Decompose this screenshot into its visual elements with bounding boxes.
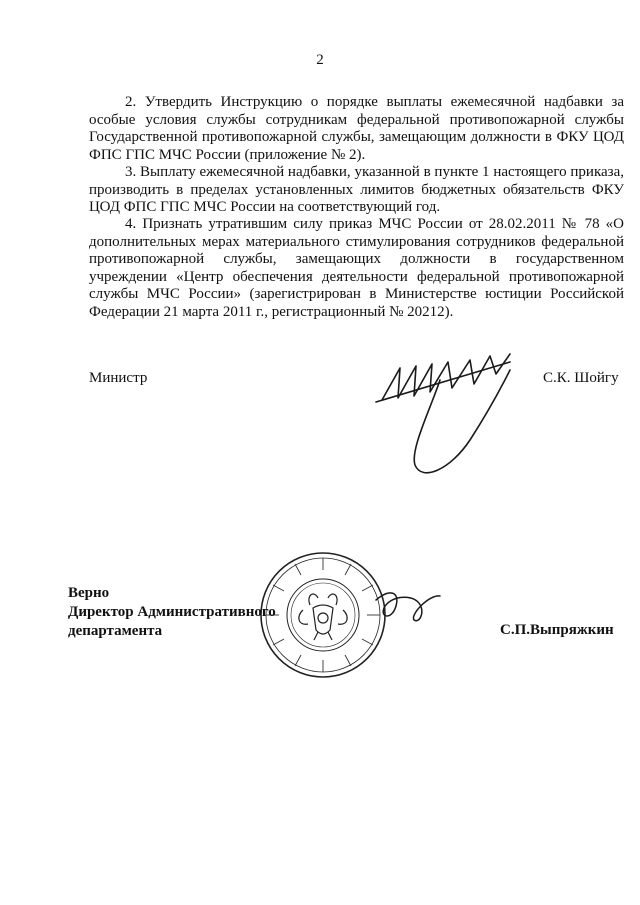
paragraph-4: 4. Признать утратившим силу приказ МЧС России от 28.02.2011 № 78 «О дополнительных мерах материального стимулирования сотрудников федеральной противопожарной службы, замещающих должности в государственном учреждении «Центр обеспечения деятельности федеральной противопожарной службы МЧС России» (зарегистрирован в Министерстве юстиции Российской Федерации 21 марта 2011 г., регистрационный № 20212).	[89, 216, 624, 320]
signatory-name: С.К. Шойгу	[543, 370, 619, 386]
certification-verified-label: Верно	[68, 585, 110, 601]
page-number: 2	[316, 52, 324, 68]
certifier-signature	[370, 580, 450, 630]
paragraph-2: 2. Утвердить Инструкцию о порядке выплаты ежемесячной надбавки за особые условия службы сотрудникам федеральной противопожарной службы Государственной противопожарной службы, замещающим должности в ФКУ ЦОД ФПС ГПС МЧС России (приложение № 2).	[89, 94, 624, 163]
certification-position-line2: департамента	[68, 623, 163, 639]
paragraph-3: 3. Выплату ежемесячной надбавки, указанной в пункте 1 настоящего приказа, производить в пределах установленных лимитов бюджетных обязательств ФКУ ЦОД ФПС ГПС МЧС России на соответствующий год.	[89, 164, 624, 215]
certifier-name: С.П.Выпряжкин	[500, 622, 614, 638]
minister-signature	[370, 340, 540, 490]
certification-position-line1: Директор Административного	[68, 604, 276, 620]
signatory-title: Министр	[89, 370, 148, 386]
certification-block	[68, 584, 276, 641]
official-seal-stamp	[258, 550, 388, 680]
